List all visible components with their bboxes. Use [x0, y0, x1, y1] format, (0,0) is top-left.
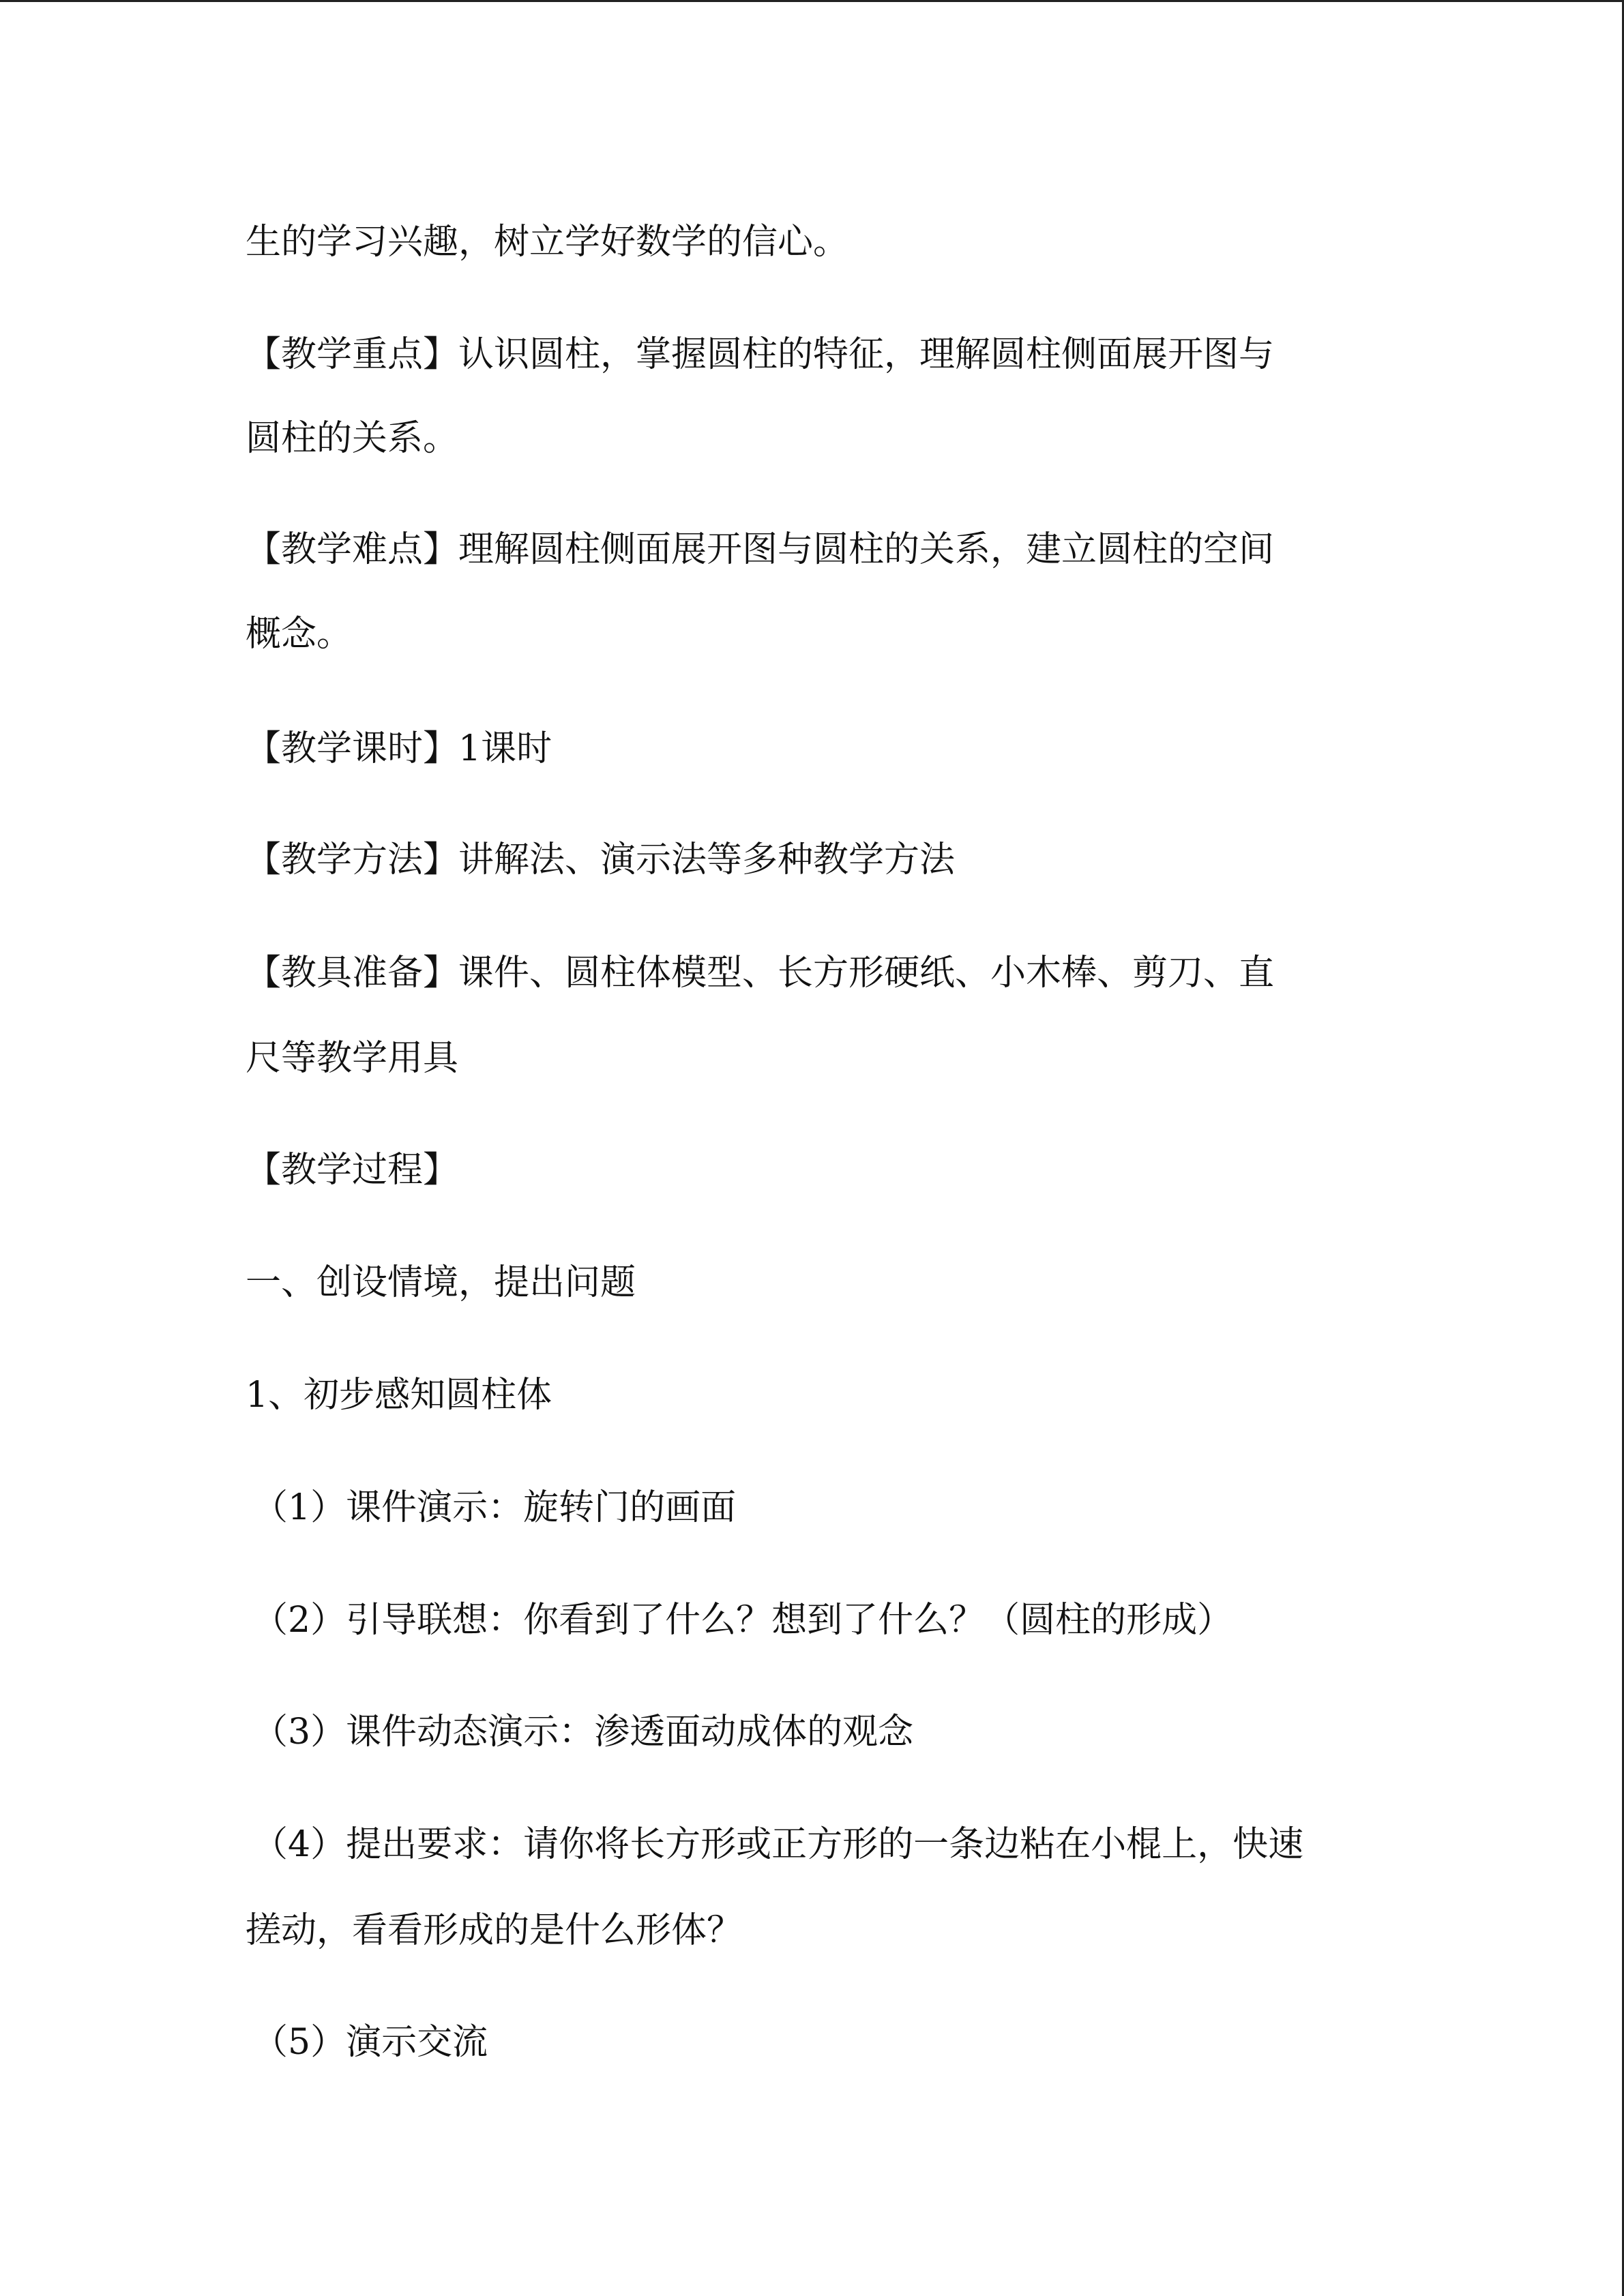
key-points-line: 【教学重点】认识圆柱，掌握圆柱的特征，理解圆柱侧面展开图与	[246, 334, 1275, 375]
teaching-methods-line: 【教学方法】讲解法、演示法等多种教学方法	[246, 839, 956, 880]
paragraph-line: 尺等教学用具	[246, 1038, 459, 1079]
list-item: （4）提出要求：请你将长方形或正方形的一条边粘在小棍上，快速	[252, 1824, 1304, 1865]
paragraph-line: 生的学习兴趣，树立学好数学的信心。	[246, 222, 849, 263]
paragraph-line: 概念。	[246, 614, 353, 655]
section-heading: 一、创设情境，提出问题	[246, 1262, 636, 1303]
paragraph-line: 圆柱的关系。	[246, 418, 459, 459]
teaching-aids-line: 【教具准备】课件、圆柱体模型、长方形硬纸、小木棒、剪刀、直	[246, 953, 1275, 994]
teaching-process-heading: 【教学过程】	[246, 1150, 459, 1191]
list-item: （3）课件动态演示：渗透面动成体的观念	[252, 1712, 914, 1753]
list-item: （2）引导联想：你看到了什么？想到了什么？（圆柱的形成）	[252, 1600, 1233, 1641]
subsection-heading: 1、初步感知圆柱体	[246, 1375, 552, 1416]
lesson-hours-line: 【教学课时】1课时	[246, 728, 552, 769]
difficulties-line: 【教学难点】理解圆柱侧面展开图与圆柱的关系，建立圆柱的空间	[246, 529, 1275, 570]
list-item: （1）课件演示：旋转门的画面	[252, 1487, 737, 1528]
paragraph-line: 搓动，看看形成的是什么形体？	[246, 1910, 743, 1951]
list-item: （5）演示交流	[252, 2022, 488, 2063]
